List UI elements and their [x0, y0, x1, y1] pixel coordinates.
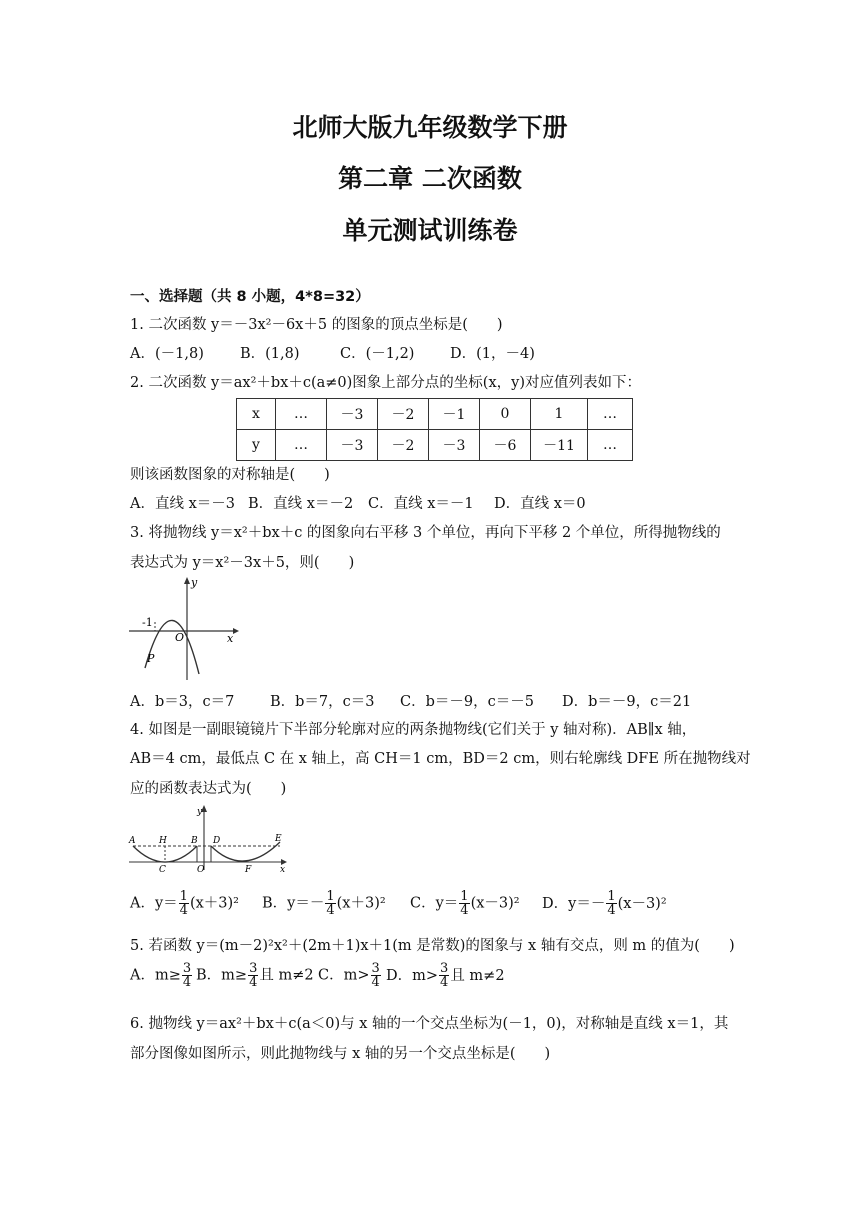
q2-after: 则该函数图象的对称轴是( )	[130, 467, 330, 483]
x-axis-label: x	[227, 632, 234, 645]
q2-option-a: A．直线 x＝－3	[130, 496, 235, 512]
x-axis-arrow	[233, 628, 239, 634]
table-row	[237, 399, 633, 430]
numerator: 3	[440, 961, 449, 976]
q4-options	[130, 890, 667, 917]
q4-option-c	[410, 890, 542, 917]
option-suffix: (x－3)²	[470, 895, 520, 912]
option-prefix: C．y＝	[410, 895, 459, 912]
option-suffix: 且 m≠2	[259, 967, 314, 984]
option-prefix: C．m>	[318, 967, 370, 984]
q5-option-c	[318, 962, 386, 989]
q1-option-a: A．(－1,8)	[130, 346, 204, 362]
q4-option-b	[262, 890, 410, 917]
q3-options	[130, 690, 691, 711]
q4-line1: 4. 如图是一副眼镜镜片下半部分轮廓对应的两条抛物线(它们关于 y 轴对称)．AB∥x 轴，	[130, 722, 697, 738]
q1-options	[130, 342, 535, 363]
q5-options	[130, 962, 505, 989]
table-cell: …	[276, 430, 327, 461]
point-p-label: P	[147, 652, 155, 665]
table-cell: －3	[327, 399, 378, 430]
q6-line2: 部分图像如图所示，则此抛物线与 x 轴的另一个交点坐标是( )	[130, 1046, 551, 1062]
label-c: C	[159, 865, 166, 874]
q2-value-table	[236, 398, 633, 461]
label-b: B	[191, 836, 198, 846]
q2-option-b: B．直线 x＝－2	[248, 496, 354, 512]
q1-option-d: D．(1，－4)	[450, 346, 535, 362]
y-axis-label: y	[191, 576, 198, 589]
option-prefix: B．y＝－	[262, 895, 325, 912]
q3-option-b: B．b＝7，c＝3	[270, 694, 375, 710]
table-cell: －2	[378, 399, 429, 430]
fraction	[325, 890, 335, 917]
denominator: 4	[371, 975, 380, 990]
label-h: H	[159, 836, 167, 846]
table-cell: －6	[480, 430, 531, 461]
q1-option-c: C．(－1,2)	[340, 346, 415, 362]
q4-figure	[125, 802, 295, 874]
fraction	[439, 962, 449, 989]
q2-options	[130, 492, 586, 513]
q3-figure	[125, 574, 245, 682]
label-o: O	[197, 865, 205, 874]
label-e: E	[275, 834, 282, 844]
fraction	[371, 962, 381, 989]
right-lens-curve	[211, 842, 280, 861]
table-cell: －2	[378, 430, 429, 461]
denominator: 4	[326, 903, 335, 918]
numerator: 3	[182, 961, 192, 976]
q5-stem: 5. 若函数 y＝(m－2)²x²＋(2m＋1)x＋1(m 是常数)的图象与 x 轴有交点，则 m 的值为( )	[130, 938, 735, 954]
q2-option-c: C．直线 x＝－1	[368, 496, 474, 512]
table-cell: 0	[480, 399, 531, 430]
label-f: F	[245, 865, 252, 874]
q3-line1: 3. 将抛物线 y＝x²＋bx＋c 的图象向右平移 3 个单位，再向下平移 2 个单位，所得抛物线的	[130, 525, 721, 541]
numerator: 1	[326, 889, 335, 904]
q1-option-b: B．(1,8)	[240, 346, 300, 362]
table-cell: …	[276, 399, 327, 430]
table-cell: －3	[429, 430, 480, 461]
denominator: 4	[179, 903, 188, 918]
title-1: 北师大版九年级数学下册	[292, 113, 568, 142]
denominator: 4	[440, 975, 449, 990]
origin-label: O	[175, 631, 185, 644]
q5-option-b	[196, 962, 318, 989]
x-axis-label: x	[280, 865, 286, 874]
numerator: 1	[460, 889, 469, 904]
label-d: D	[213, 836, 221, 846]
numerator: 1	[179, 889, 188, 904]
q3-line2: 表达式为 y＝x²－3x＋5，则( )	[130, 555, 355, 571]
numerator: 3	[371, 961, 380, 976]
fraction	[179, 890, 189, 917]
minus-one-label: -1	[142, 616, 153, 629]
option-prefix: A．m≥	[130, 967, 181, 984]
q5-option-d	[386, 961, 505, 990]
numerator: 3	[249, 961, 258, 976]
table-cell: …	[588, 430, 633, 461]
option-prefix: A．y＝	[130, 895, 178, 912]
table-row	[237, 430, 633, 461]
option-prefix: B．m≥	[196, 967, 248, 984]
fraction	[459, 890, 469, 917]
y-axis-arrow	[184, 577, 190, 584]
table-cell: －1	[429, 399, 480, 430]
table-cell: －3	[327, 430, 378, 461]
q4-option-a	[130, 890, 262, 917]
denominator: 4	[607, 903, 616, 918]
option-suffix: (x＋3)²	[189, 895, 239, 912]
option-suffix: (x＋3)²	[336, 895, 386, 912]
numerator: 1	[607, 889, 616, 904]
option-suffix: (x－3)²	[617, 895, 667, 912]
y-axis-label: y	[197, 807, 203, 817]
parabola-curve	[145, 620, 199, 674]
option-prefix: D．m>	[386, 967, 439, 984]
title-2: 第二章 二次函数	[338, 164, 522, 193]
q6-line1: 6. 抛物线 y＝ax²＋bx＋c(a＜0)与 x 轴的一个交点坐标为(－1，0)，对称轴是直线 x＝1，其	[130, 1016, 729, 1032]
denominator: 4	[182, 975, 192, 990]
option-prefix: D．y＝－	[542, 895, 606, 912]
fraction	[606, 890, 616, 917]
q4-line2: AB＝4 cm，最低点 C 在 x 轴上，高 CH＝1 cm，BD＝2 cm，则右轮廓线 DFE 所在抛物线对	[130, 751, 751, 767]
label-a: A	[129, 836, 136, 846]
fraction	[248, 962, 258, 989]
option-suffix: 且 m≠2	[450, 967, 505, 984]
q4-option-d	[542, 889, 667, 918]
table-cell: …	[588, 399, 633, 430]
q3-option-a: A．b＝3，c＝7	[130, 694, 235, 710]
table-cell: －11	[531, 430, 588, 461]
title-3: 单元测试训练卷	[342, 216, 518, 245]
q3-option-d: D．b＝－9，c＝21	[562, 694, 692, 710]
denominator: 4	[460, 903, 469, 918]
fraction	[182, 962, 192, 989]
section-heading-text: 一、选择题（共 8 小题，4*8=32）	[130, 289, 370, 305]
table-cell: 1	[531, 399, 588, 430]
q1-stem: 1. 二次函数 y＝－3x²－6x＋5 的图象的顶点坐标是( )	[130, 317, 503, 333]
table-cell: y	[237, 430, 276, 461]
q4-line3: 应的函数表达式为( )	[130, 781, 287, 797]
q2-stem: 2. 二次函数 y＝ax²＋bx＋c(a≠0)图象上部分点的坐标(x，y)对应值列表如下：	[130, 375, 641, 391]
q5-option-a	[130, 962, 196, 989]
q2-option-d: D．直线 x＝0	[494, 496, 586, 512]
denominator: 4	[249, 975, 258, 990]
section-heading	[130, 285, 370, 306]
q3-option-c: C．b＝－9，c＝－5	[400, 694, 534, 710]
table-cell: x	[237, 399, 276, 430]
